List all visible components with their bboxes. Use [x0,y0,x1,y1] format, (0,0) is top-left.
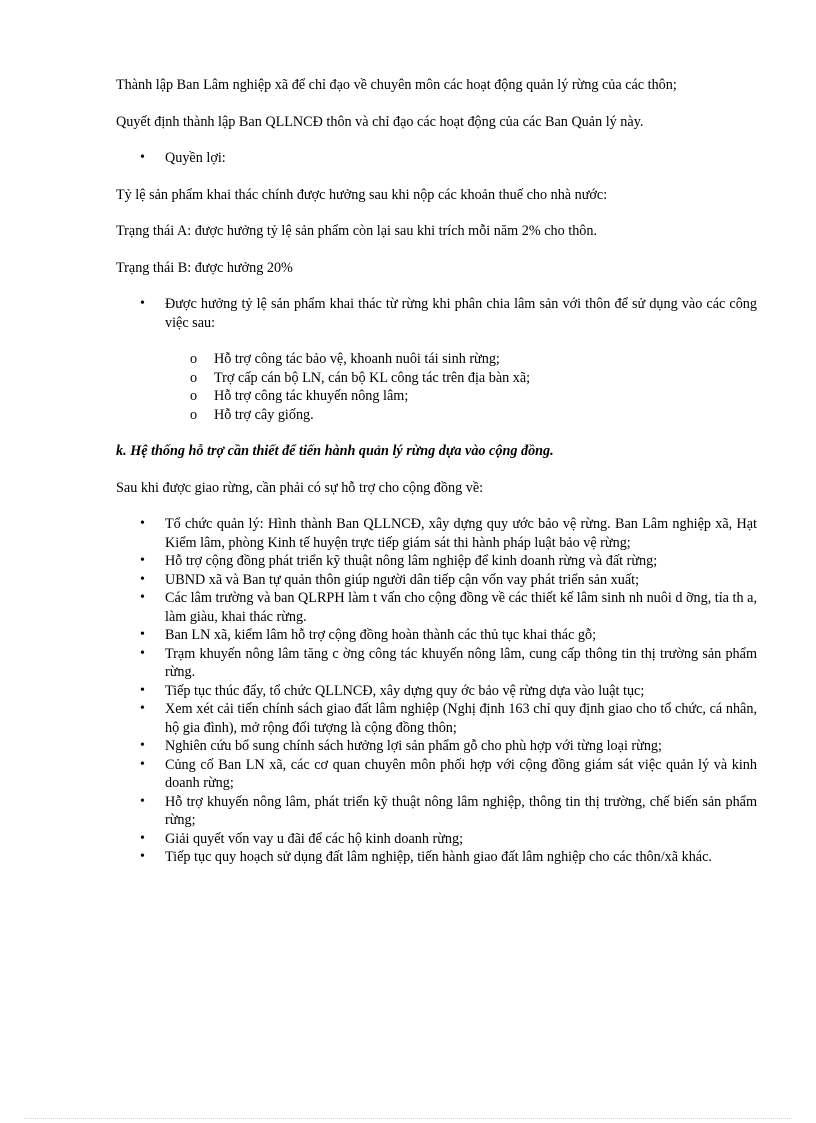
list-item-text: Củng cố Ban LN xã, các cơ quan chuyên môn phối hợp với cộng đồng giám sát việc quản lý và kinh doanh rừng; [165,756,757,791]
sub-list-item-text: Hỗ trợ công tác bảo vệ, khoanh nuôi tái sinh rừng; [214,351,500,367]
list-item-text: Hỗ trợ cộng đồng phát triển kỹ thuật nông lâm nghiệp để kinh doanh rừng và đất rừng; [165,553,658,569]
bullet-dot-icon: • [140,738,145,753]
list-item [116,589,757,626]
bullet-dot-icon: • [140,793,145,809]
list-item-text: Trạm khuyến nông lâm tăng c ờng công tác khuyến nông lâm, cung cấp thông tin thị trường sản phẩm rừng. [165,645,757,680]
bullet-dot-icon: • [140,296,145,311]
list-item [116,848,757,867]
sub-list-item [116,406,757,425]
bullet-dot-icon: • [140,627,145,642]
circle-bullet-icon: o [190,369,198,386]
bullet-dot-icon: • [140,571,145,587]
list-item-text: Giải quyết vốn vay u đãi để các hộ kinh doanh rừng; [165,830,464,847]
sub-list-item-text: Hỗ trợ công tác khuyến nông lâm; [214,388,409,404]
list-item-text: Quyền lợi: [165,150,226,166]
list-item [116,737,757,756]
document-page [116,76,757,867]
list-item-text: Các lâm trường và ban QLRPH làm t vấn cho cộng đồng về các thiết kế lâm sinh nh nuôi d ỡng, tỉa th a, làm giàu, khai thác rừng. [165,590,757,625]
bullet-list-ho-tro [116,515,757,867]
list-item-text: Xem xét cải tiến chính sách giao đất lâm nghiệp (Nghị định 163 chỉ quy định giao cho tổ chức, cá nhân, hộ gia đình), mở rộng đối tượng là cộng đồng thôn; [165,701,757,736]
bullet-dot-icon: • [140,849,145,864]
list-item [116,552,757,571]
list-item [116,682,757,701]
list-item-text: Tiếp tục quy hoạch sử dụng đất lâm nghiệp, tiến hành giao đất lâm nghiệp cho các thôn/xã khác. [165,849,712,865]
list-item [116,571,757,590]
sub-list-item [116,387,757,406]
list-item [116,515,757,552]
paragraph-trang-thai-b: Trạng thái B: được hưởng 20% [116,259,293,276]
bullet-dot-icon: • [140,553,145,568]
bullet-list-huong-ty-le [116,295,757,332]
sub-list-item [116,350,757,369]
paragraph-quyet-dinh: Quyết định thành lập Ban QLLNCĐ thôn và chỉ đạo các hoạt động của các Ban Quản lý này. [116,113,644,130]
list-item [116,830,757,849]
list-item-text: Ban LN xã, kiểm lâm hỗ trợ cộng đồng hoàn thành các thủ tục khai thác gỗ; [165,627,597,643]
bullet-dot-icon: • [140,756,145,772]
bullet-list-quyen-loi [116,149,757,168]
page-bottom-divider [24,1118,792,1119]
sub-list-cong-viec [116,350,757,424]
circle-bullet-icon: o [190,351,198,367]
list-item [116,295,757,332]
list-item-text: Được hưởng tỷ lệ sản phẩm khai thác từ rừng khi phân chia lâm sản với thôn để sử dụng vào các công việc sau: [165,296,757,331]
bullet-dot-icon: • [140,645,145,661]
section-heading-k: k. Hệ thống hỗ trợ cần thiết để tiến hành quản lý rừng dựa vào cộng đồng. [116,443,554,459]
list-item-text: Tổ chức quản lý: Hình thành Ban QLLNCĐ, xây dựng quy ước bảo vệ rừng. Ban Lâm nghiệp xã, Hạt Kiểm lâm, phòng Kinh tế huyện trực tiếp giám sát thi hành pháp luật bảo vệ rừng; [165,516,757,551]
bullet-dot-icon: • [140,830,145,846]
bullet-dot-icon: • [140,516,145,531]
sub-list-item [116,369,757,388]
list-item [116,645,757,682]
list-item [116,700,757,737]
circle-bullet-icon: o [190,406,198,423]
list-item [116,793,757,830]
paragraph-sau-khi-giao-rung: Sau khi được giao rừng, cần phải có sự hỗ trợ cho cộng đồng về: [116,479,484,496]
list-item [116,149,757,168]
bullet-dot-icon: • [140,701,145,716]
circle-bullet-icon: o [190,388,198,404]
bullet-dot-icon: • [140,150,145,165]
sub-list-item-text: Hỗ trợ cây giống. [214,406,314,423]
paragraph-trang-thai-a: Trạng thái A: được hưởng tỷ lệ sản phẩm còn lại sau khi trích mỗi năm 2% cho thôn. [116,223,598,239]
list-item [116,626,757,645]
list-item-text: UBND xã và Ban tự quản thôn giúp người dân tiếp cận vốn vay phát triển sản xuất; [165,571,640,588]
bullet-dot-icon: • [140,682,145,698]
list-item [116,756,757,793]
list-item-text: Nghiên cứu bổ sung chính sách hưởng lợi sản phẩm gỗ cho phù hợp với từng loại rừng; [165,738,662,754]
list-item-text: Hỗ trợ khuyến nông lâm, phát triển kỹ thuật nông lâm nghiệp, thông tin thị trường, chế biến sản phẩm rừng; [165,793,757,828]
list-item-text: Tiếp tục thúc đẩy, tổ chức QLLNCĐ, xây dựng quy ớc bảo vệ rừng dựa vào luật tục; [165,682,645,699]
paragraph-ty-le: Tỷ lệ sản phẩm khai thác chính được hưởng sau khi nộp các khoản thuế cho nhà nước: [116,186,608,203]
paragraph-ban-lam-nghiep: Thành lập Ban Lâm nghiệp xã để chỉ đạo về chuyên môn các hoạt động quản lý rừng của các thôn; [116,77,677,93]
sub-list-item-text: Trợ cấp cán bộ LN, cán bộ KL công tác trên địa bàn xã; [214,369,531,386]
bullet-dot-icon: • [140,590,145,605]
